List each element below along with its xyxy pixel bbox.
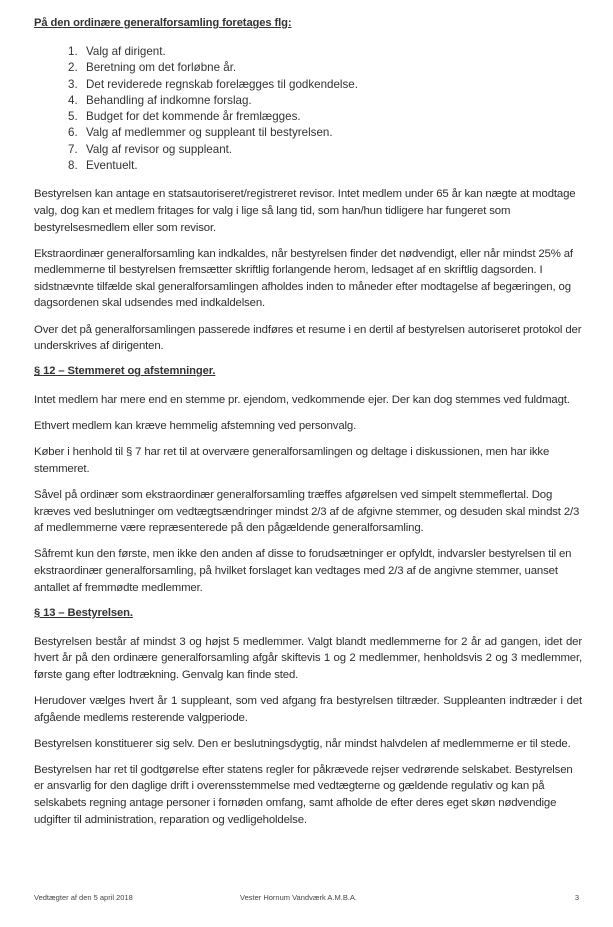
- paragraph-board-composition: Bestyrelsen består af mindst 3 og højst 5 medlemmer. Valgt blandt medlemmerne for 2 år ad gangen, idet der hvert år på den ordinære generalforsamling afgår skiftevis 1 og 2 medlemmer, henholdsvis 2 og 3 medlemmer, første gang efter lodtrækning. Genvalg kan finde sted.: [34, 635, 582, 681]
- agenda-item: 6. Valg af medlemmer og suppleant til bestyrelsen.: [68, 126, 333, 140]
- agenda-item: 8. Eventuelt.: [68, 159, 138, 173]
- agenda-item: 4. Behandling af indkomne forslag.: [68, 93, 252, 107]
- section-heading-12: § 12 – Stemmeret og afstemninger.: [34, 365, 216, 378]
- section-heading-ordinary-meeting: På den ordinære generalforsamling foretages flg:: [34, 17, 292, 29]
- agenda-item: 2. Beretning om det forløbne år.: [68, 61, 237, 75]
- paragraph-votes-per-property: Intet medlem har mere end en stemme pr. ejendom, vedkommende ejer. Der kan dog stemmes ved fuldmagt.: [34, 394, 570, 407]
- agenda-list: [34, 44, 582, 174]
- agenda-item: 7. Valg af revisor og suppleant.: [68, 142, 233, 156]
- footer-date: Vedtægter af den 5 april 2018: [34, 893, 133, 902]
- paragraph-revisor: Bestyrelsen kan antage en statsautoriseret/registreret revisor. Intet medlem under 65 år kan nægte at modtage valg, dog kan et medlem fritages for valg i lige så lang tid, som han/hun tidligere har fungeret som bestyrelsesmedlem eller som revisor.: [34, 188, 576, 234]
- paragraph-constitution: Bestyrelsen konstituerer sig selv. Den er beslutningsdygtig, når mindst halvdelen af medlemmerne er til stede.: [34, 737, 571, 750]
- paragraph-buyer-rights: Køber i henhold til § 7 har ret til at overvære generalforsamlingen og deltage i diskussionen, men har ikke stemmeret.: [34, 446, 550, 475]
- paragraph-protocol: Over det på generalforsamlingen passerede indføres et resume i en dertil af bestyrelsen autoriseret protokol der underskrives af dirigenten.: [34, 323, 582, 353]
- paragraph-substitute: Herudover vælges hvert år 1 suppleant, som ved afgang fra bestyrelsen tiltræder. Suppleanten indtræder i det afgående medlems resterende valgperiode.: [34, 694, 582, 724]
- agenda-item: 3. Det reviderede regnskab forelægges til godkendelse.: [68, 77, 358, 91]
- paragraph-extraordinary-meeting: Ekstraordinær generalforsamling kan indkaldes, når bestyrelsen finder det nødvendigt, eller når mindst 25% af medlemmerne til bestyrelsen fremsætter skriftlig forlangende herom, ledsaget af en skriftlig dagsorden. I sidstnævnte tilfælde skal generalforsamlingen afholdes inden to måneder efter modtagelse af begæringen, og dagsordenen skal udsendes med indkaldelsen.: [34, 247, 573, 310]
- paragraph-majority: Såvel på ordinær som ekstraordinær generalforsamling træffes afgørelsen ved simpelt stemmeflertal. Dog kræves ved beslutninger om vedtægtsændringer mindst 2/3 af de afgivne stemmer, og desuden skal mindst 2/3 af medlemmerne være repræsenterede på den pågældende generalforsamling.: [34, 489, 580, 535]
- footer-organization: Vester Hornum Vandværk A.M.B.A.: [240, 893, 357, 902]
- agenda-item: 5. Budget for det kommende år fremlægges.: [68, 110, 301, 124]
- document-page: [34, 16, 582, 838]
- page-number: 3: [574, 893, 579, 902]
- page-footer: [34, 893, 579, 907]
- agenda-item: 1. Valg af dirigent.: [68, 45, 166, 58]
- paragraph-compensation: Bestyrelsen har ret til godtgørelse efter statens regler for påkrævede rejser vedrørende selskabet. Bestyrelsen er ansvarlig for den daglige drift i overensstemmelse med vedtægterne og gældende regulativ og kan på selskabets regning antage personer i fornøden omfang, samt afholde de efter deres eget skøn nødvendige udgifter til administration, reparation og vedligeholdelse.: [34, 763, 573, 826]
- section-heading-13: § 13 – Bestyrelsen.: [34, 606, 133, 619]
- paragraph-conditions: Såfremt kun den første, men ikke den anden af disse to forudsætninger er opfyldt, indvarsler bestyrelsen til en ekstraordinær generalforsamling, på hvilket forslaget kan vedtages med 2/3 af de angivne stemmer, uanset antallet af fremmødte medlemmer.: [34, 548, 572, 594]
- paragraph-secret-ballot: Ethvert medlem kan kræve hemmelig afstemning ved personvalg.: [34, 420, 357, 433]
